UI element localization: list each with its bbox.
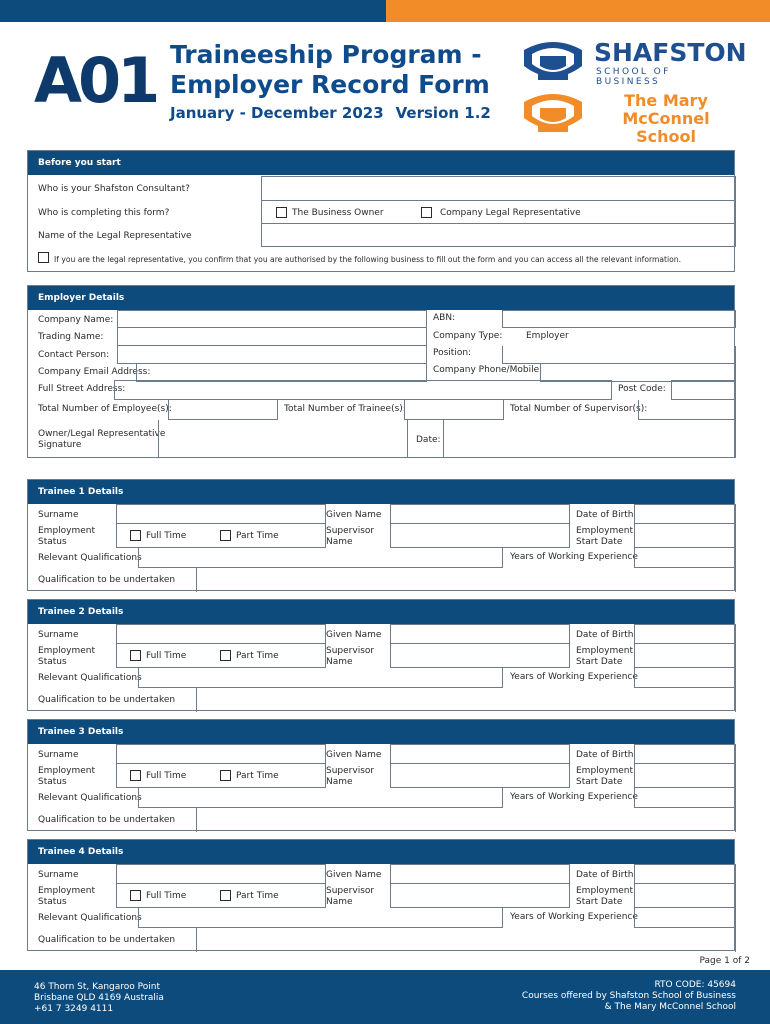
dob-field[interactable] bbox=[634, 624, 736, 644]
page-number: Page 1 of 2 bbox=[699, 956, 750, 966]
given-name-label: Given Name bbox=[326, 750, 382, 760]
working-experience-field[interactable] bbox=[634, 788, 736, 808]
signature-label-line1: Owner/Legal Representative bbox=[38, 429, 166, 439]
working-experience-label: Years of Working Experience bbox=[510, 552, 638, 562]
working-experience-field[interactable] bbox=[634, 668, 736, 688]
surname-field[interactable] bbox=[116, 864, 326, 884]
declaration-checkbox[interactable] bbox=[38, 252, 49, 263]
shafston-tagline: SCHOOL OF BUSINESS bbox=[596, 67, 671, 87]
surname-label: Surname bbox=[38, 510, 79, 520]
start-date-line2: Start Date bbox=[576, 777, 623, 787]
completing-label: Who is completing this form? bbox=[38, 208, 170, 218]
footer-phone: +61 7 3249 4111 bbox=[34, 1004, 114, 1014]
relevant-qualifications-field[interactable] bbox=[138, 548, 503, 568]
supervisor-line2: Name bbox=[326, 897, 353, 907]
supervisor-name-label bbox=[326, 646, 374, 668]
footer-rto-code: RTO CODE: 45694 bbox=[654, 980, 736, 990]
signature-label bbox=[38, 429, 165, 451]
position-field[interactable] bbox=[502, 346, 736, 364]
surname-label: Surname bbox=[38, 870, 79, 880]
start-date-label bbox=[576, 766, 633, 788]
shafston-name: SHAFSTON bbox=[594, 38, 747, 67]
part-time-checkbox[interactable] bbox=[220, 530, 231, 541]
trainee-2-section bbox=[27, 599, 735, 711]
footer-address bbox=[34, 982, 164, 1015]
trainee-1-section bbox=[27, 479, 735, 591]
start-date-line2: Start Date bbox=[576, 897, 623, 907]
supervisor-line1: Supervisor bbox=[326, 886, 375, 896]
qualification-label: Qualification to be undertaken bbox=[38, 695, 176, 705]
given-name-field[interactable] bbox=[390, 744, 570, 764]
qualification-field[interactable] bbox=[196, 568, 736, 592]
start-date-line2: Start Date bbox=[576, 537, 623, 547]
supervisor-name-label bbox=[326, 886, 374, 908]
surname-label: Surname bbox=[38, 630, 79, 640]
mary-mcconnel-crest-icon bbox=[518, 88, 588, 136]
trainees-count-label: Total Number of Trainee(s): bbox=[284, 404, 406, 414]
form-subtitle bbox=[170, 104, 491, 122]
dob-field[interactable] bbox=[634, 504, 736, 524]
qualification-label: Qualification to be undertaken bbox=[38, 935, 176, 945]
supervisor-name-field[interactable] bbox=[390, 884, 570, 908]
dob-label: Date of Birth bbox=[576, 870, 634, 880]
mary-name-line2: McConnel School bbox=[622, 109, 710, 146]
supervisors-count-label: Total Number of Supervisor(s): bbox=[510, 404, 648, 414]
phone-label: Company Phone/Mobile: bbox=[433, 365, 543, 375]
legal-rep-checkbox[interactable] bbox=[421, 207, 432, 218]
trainee-3-section bbox=[27, 719, 735, 831]
abn-field[interactable] bbox=[502, 310, 736, 328]
given-name-field[interactable] bbox=[390, 624, 570, 644]
full-time-checkbox[interactable] bbox=[130, 890, 141, 901]
form-period: January - December 2023 bbox=[170, 104, 384, 122]
trainee-heading: Trainee 4 Details bbox=[28, 840, 734, 864]
supervisor-name-label bbox=[326, 526, 374, 548]
part-time-label: Part Time bbox=[236, 771, 279, 781]
abn-label: ABN: bbox=[433, 313, 456, 323]
start-date-label bbox=[576, 646, 633, 668]
qualification-field[interactable] bbox=[196, 688, 736, 712]
mary-mcconnel-logo bbox=[518, 88, 738, 146]
employment-status-line2: Status bbox=[38, 897, 67, 907]
start-date-line1: Employment bbox=[576, 886, 634, 896]
qualification-label: Qualification to be undertaken bbox=[38, 575, 176, 585]
contact-person-field[interactable] bbox=[117, 346, 427, 364]
employment-status-label bbox=[38, 646, 95, 668]
employment-status-line1: Employment bbox=[38, 766, 96, 776]
shafston-crest-icon bbox=[518, 36, 588, 84]
start-date-line1: Employment bbox=[576, 526, 634, 536]
given-name-label: Given Name bbox=[326, 510, 382, 520]
signature-label-line2: Signature bbox=[38, 440, 82, 450]
part-time-checkbox[interactable] bbox=[220, 650, 231, 661]
form-title bbox=[170, 40, 500, 100]
employment-status-line2: Status bbox=[38, 657, 67, 667]
mary-mcconnel-name bbox=[595, 92, 737, 146]
footer-courses-line1: Courses offered by Shafston School of Business bbox=[521, 991, 736, 1001]
qualification-field[interactable] bbox=[196, 808, 736, 832]
part-time-checkbox[interactable] bbox=[220, 890, 231, 901]
working-experience-field[interactable] bbox=[634, 908, 736, 928]
form-title-line2: Employer Record Form bbox=[170, 70, 490, 99]
given-name-field[interactable] bbox=[390, 864, 570, 884]
date-label: Date: bbox=[416, 435, 441, 445]
consultant-label: Who is your Shafston Consultant? bbox=[38, 184, 190, 194]
before-heading: Before you start bbox=[28, 151, 734, 175]
relevant-qualifications-label: Relevant Qualifications bbox=[38, 913, 142, 923]
date-field[interactable] bbox=[443, 420, 736, 458]
trainee-heading: Trainee 3 Details bbox=[28, 720, 734, 744]
employer-heading: Employer Details bbox=[28, 286, 734, 310]
dob-label: Date of Birth bbox=[576, 630, 634, 640]
postcode-field[interactable] bbox=[671, 380, 736, 400]
trading-name-label: Trading Name: bbox=[38, 332, 104, 342]
surname-field[interactable] bbox=[116, 504, 326, 524]
full-time-checkbox[interactable] bbox=[130, 770, 141, 781]
employees-count-field[interactable] bbox=[168, 400, 278, 420]
surname-field[interactable] bbox=[116, 744, 326, 764]
employer-details-section bbox=[27, 285, 735, 458]
full-time-checkbox[interactable] bbox=[130, 650, 141, 661]
part-time-label: Part Time bbox=[236, 651, 279, 661]
trainees-count-field[interactable] bbox=[404, 400, 504, 420]
footer-rto bbox=[522, 980, 736, 1013]
supervisor-line2: Name bbox=[326, 657, 353, 667]
full-time-label: Full Time bbox=[146, 891, 187, 901]
top-color-bar bbox=[0, 0, 770, 22]
company-type-label: Company Type: bbox=[433, 331, 503, 341]
start-date-field[interactable] bbox=[634, 884, 736, 908]
before-you-start-section bbox=[27, 150, 735, 272]
supervisor-name-label bbox=[326, 766, 374, 788]
owner-checkbox[interactable] bbox=[276, 207, 287, 218]
form-version: Version 1.2 bbox=[395, 104, 491, 122]
part-time-label: Part Time bbox=[236, 891, 279, 901]
start-date-line1: Employment bbox=[576, 646, 634, 656]
relevant-qualifications-field[interactable] bbox=[138, 908, 503, 928]
dob-field[interactable] bbox=[634, 744, 736, 764]
dob-label: Date of Birth bbox=[576, 750, 634, 760]
trading-name-field[interactable] bbox=[117, 328, 427, 346]
part-time-label: Part Time bbox=[236, 531, 279, 541]
top-bar-orange bbox=[386, 0, 770, 22]
qualification-label: Qualification to be undertaken bbox=[38, 815, 176, 825]
start-date-field[interactable] bbox=[634, 644, 736, 668]
supervisor-line1: Supervisor bbox=[326, 646, 375, 656]
footer-courses-line2: & The Mary McConnel School bbox=[604, 1002, 736, 1012]
top-bar-blue bbox=[0, 0, 386, 22]
employees-count-label: Total Number of Employee(s): bbox=[38, 404, 172, 414]
supervisor-name-field[interactable] bbox=[390, 764, 570, 788]
working-experience-label: Years of Working Experience bbox=[510, 672, 638, 682]
consultant-field[interactable] bbox=[261, 176, 736, 201]
employment-status-line1: Employment bbox=[38, 886, 96, 896]
full-time-label: Full Time bbox=[146, 651, 187, 661]
employment-status-label bbox=[38, 766, 95, 788]
supervisor-line2: Name bbox=[326, 537, 353, 547]
relevant-qualifications-label: Relevant Qualifications bbox=[38, 673, 142, 683]
working-experience-label: Years of Working Experience bbox=[510, 912, 638, 922]
supervisors-count-field[interactable] bbox=[638, 400, 736, 420]
relevant-qualifications-label: Relevant Qualifications bbox=[38, 793, 142, 803]
trainee-heading: Trainee 2 Details bbox=[28, 600, 734, 624]
employment-status-line2: Status bbox=[38, 777, 67, 787]
full-time-label: Full Time bbox=[146, 531, 187, 541]
dob-field[interactable] bbox=[634, 864, 736, 884]
owner-option-label: The Business Owner bbox=[292, 208, 384, 218]
form-code: A01 bbox=[34, 44, 157, 117]
part-time-checkbox[interactable] bbox=[220, 770, 231, 781]
footer-address-line1: 46 Thorn St, Kangaroo Point bbox=[34, 982, 161, 992]
employment-status-label bbox=[38, 886, 95, 908]
shafston-logo bbox=[518, 36, 747, 87]
trainee-heading: Trainee 1 Details bbox=[28, 480, 734, 504]
company-name-field[interactable] bbox=[117, 310, 427, 328]
position-label: Position: bbox=[433, 348, 472, 358]
full-time-checkbox[interactable] bbox=[130, 530, 141, 541]
footer-address-line2: Brisbane QLD 4169 Australia bbox=[34, 993, 164, 1003]
legal-rep-option-label: Company Legal Representative bbox=[440, 208, 581, 218]
legal-rep-name-label: Name of the Legal Representative bbox=[38, 231, 192, 241]
qualification-field[interactable] bbox=[196, 928, 736, 952]
supervisor-name-field[interactable] bbox=[390, 644, 570, 668]
supervisor-line2: Name bbox=[326, 777, 353, 787]
given-name-label: Given Name bbox=[326, 870, 382, 880]
postcode-label: Post Code: bbox=[618, 384, 666, 394]
start-date-line1: Employment bbox=[576, 766, 634, 776]
supervisor-line1: Supervisor bbox=[326, 526, 375, 536]
working-experience-field[interactable] bbox=[634, 548, 736, 568]
employment-status-line1: Employment bbox=[38, 646, 96, 656]
declaration-text: If you are the legal representative, you confirm that you are authorised by the following business to fill out the form and you can access all the relevant information. bbox=[54, 255, 681, 264]
relevant-qualifications-field[interactable] bbox=[138, 668, 503, 688]
supervisor-line1: Supervisor bbox=[326, 766, 375, 776]
working-experience-label: Years of Working Experience bbox=[510, 792, 638, 802]
surname-label: Surname bbox=[38, 750, 79, 760]
employment-status-label bbox=[38, 526, 95, 548]
given-name-label: Given Name bbox=[326, 630, 382, 640]
company-name-label: Company Name: bbox=[38, 315, 114, 325]
given-name-field[interactable] bbox=[390, 504, 570, 524]
footer bbox=[0, 970, 770, 1024]
contact-person-label: Contact Person: bbox=[38, 350, 110, 360]
employment-status-line1: Employment bbox=[38, 526, 96, 536]
start-date-line2: Start Date bbox=[576, 657, 623, 667]
supervisor-name-field[interactable] bbox=[390, 524, 570, 548]
surname-field[interactable] bbox=[116, 624, 326, 644]
company-type-value: Employer bbox=[526, 331, 569, 341]
trainee-4-section bbox=[27, 839, 735, 951]
relevant-qualifications-label: Relevant Qualifications bbox=[38, 553, 142, 563]
start-date-label bbox=[576, 886, 633, 908]
relevant-qualifications-field[interactable] bbox=[138, 788, 503, 808]
form-title-line1: Traineeship Program - bbox=[170, 40, 482, 69]
street-label: Full Street Address: bbox=[38, 384, 126, 394]
legal-rep-name-field[interactable] bbox=[261, 224, 736, 247]
start-date-field[interactable] bbox=[634, 524, 736, 548]
dob-label: Date of Birth bbox=[576, 510, 634, 520]
start-date-label bbox=[576, 526, 633, 548]
mary-name-line1: The Mary bbox=[624, 91, 708, 110]
signature-field[interactable] bbox=[158, 420, 408, 458]
full-time-label: Full Time bbox=[146, 771, 187, 781]
start-date-field[interactable] bbox=[634, 764, 736, 788]
street-field[interactable] bbox=[114, 380, 612, 400]
email-label: Company Email Address: bbox=[38, 367, 151, 377]
employment-status-line2: Status bbox=[38, 537, 67, 547]
